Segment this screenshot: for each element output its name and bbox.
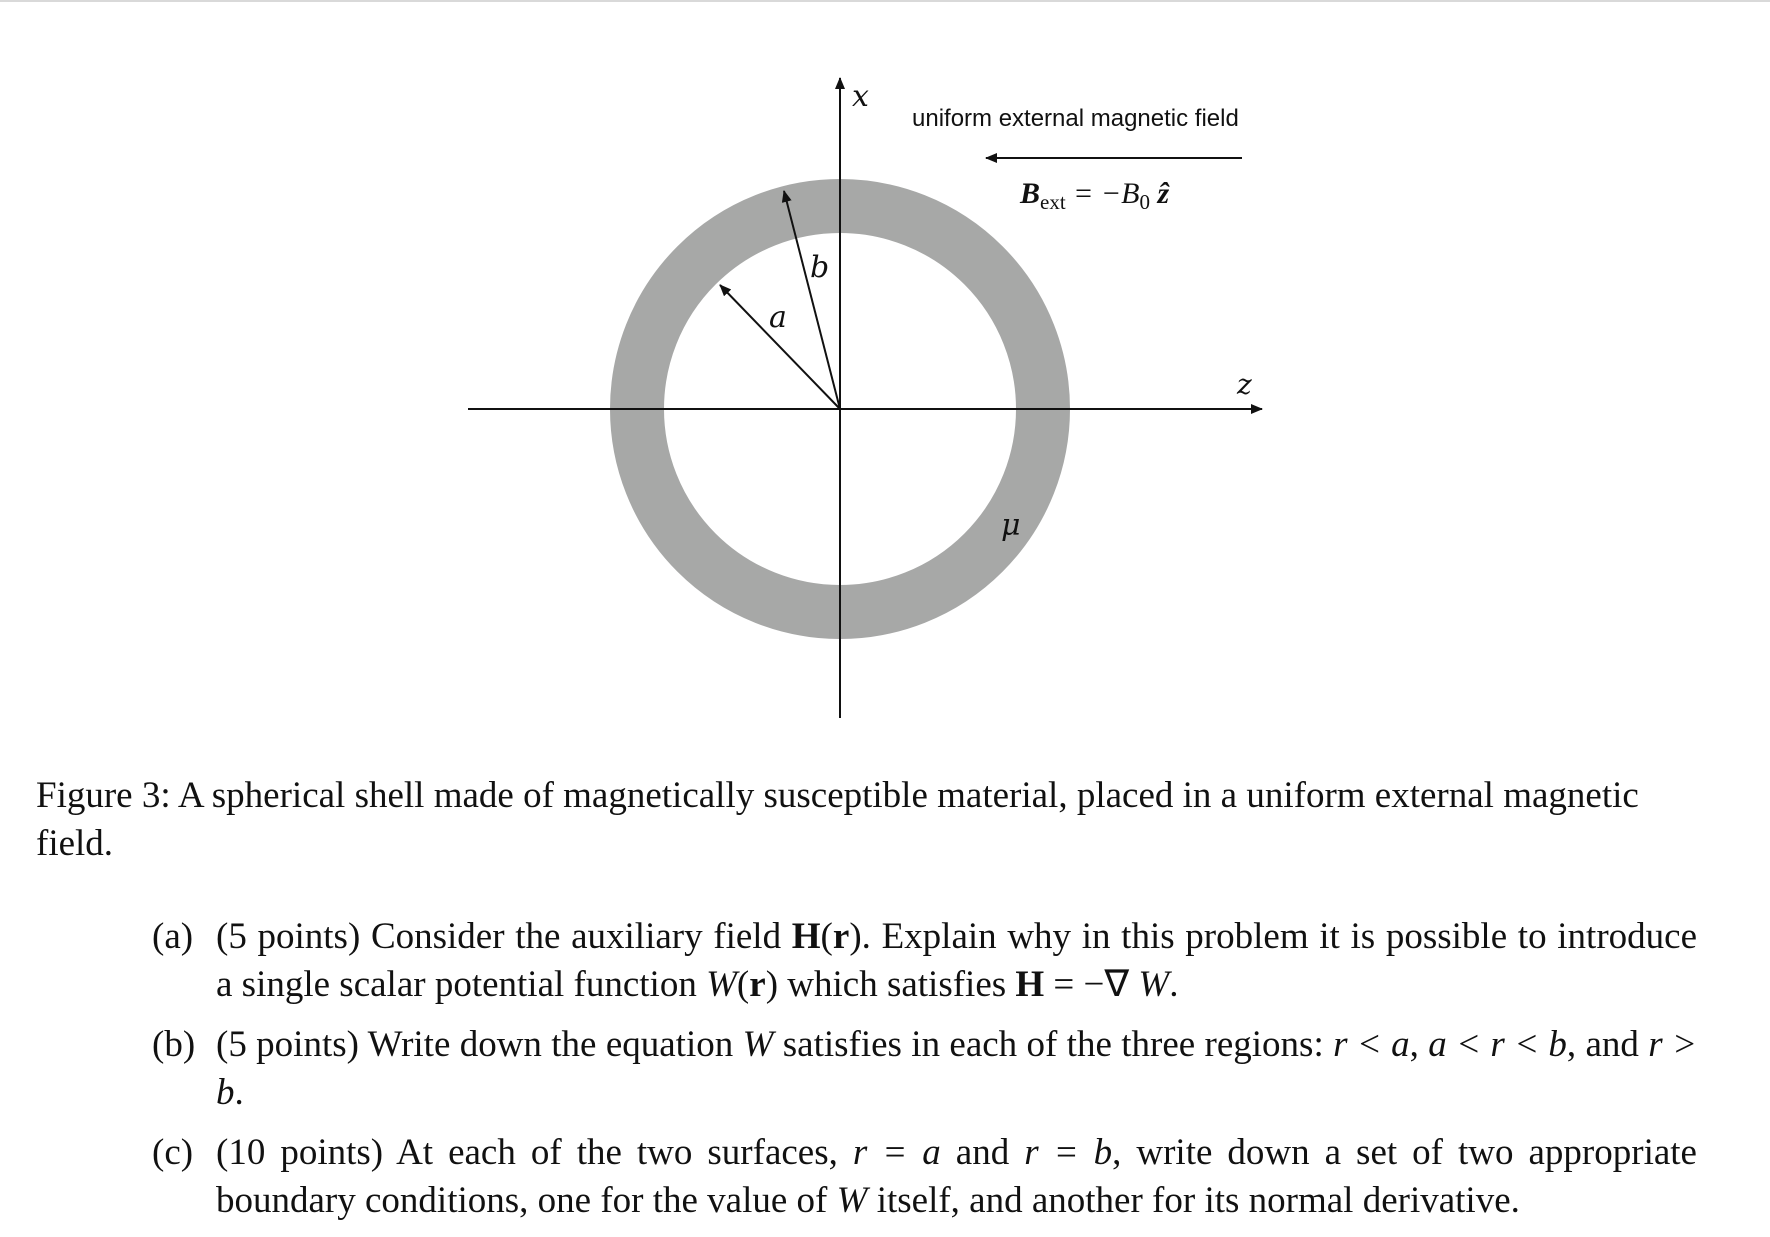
surface-inner: r = a [852, 1132, 941, 1173]
question-a [152, 913, 1697, 1009]
h-field-symbol: H [1015, 964, 1045, 1005]
period: . [1169, 964, 1179, 1005]
radius-a-label: a [769, 300, 787, 335]
b-symbol: B [1020, 177, 1041, 210]
question-list [152, 913, 1697, 1237]
question-b-points: (5 points) [216, 1024, 359, 1065]
field-label: uniform external magnetic field [912, 105, 1239, 132]
question-b-text: Write down the equation [358, 1024, 743, 1065]
surface-outer: r = b [1024, 1132, 1113, 1173]
figure-caption: Figure 3: A spherical shell made of magnetically susceptible material, placed in a uniform external magnetic field. [36, 775, 1639, 864]
z-hat: ẑ [1157, 177, 1170, 210]
question-a-text: Consider the auxiliary field [360, 916, 792, 957]
question-c-text: itself, and another for its normal derivative. [867, 1180, 1520, 1221]
question-c-text: At each of the two surfaces, [383, 1132, 853, 1173]
gradient-expression: = −∇ [1044, 964, 1139, 1005]
field-equation [1019, 177, 1171, 214]
question-b [152, 1021, 1697, 1117]
h-field-symbol: H [791, 916, 821, 957]
paren: ( [820, 916, 833, 957]
question-b-text: satisfies in each of the three regions: [773, 1024, 1334, 1065]
question-c [152, 1129, 1697, 1225]
question-c-text: , write down a set of two appropriate boundary conditions, one for the value of [216, 1132, 1697, 1221]
r-vector: r [832, 916, 850, 957]
separator: , [1409, 1024, 1429, 1065]
permeability-label: μ [1001, 508, 1021, 543]
b0-subscript: 0 [1139, 190, 1150, 214]
question-a-text: Explain why in this problem it is possible to introduce a single scalar potential function [216, 916, 1697, 1005]
question-a-text: which satisfies [778, 964, 1016, 1005]
question-c-text: and [940, 1132, 1025, 1173]
question-c-points: (10 points) [216, 1132, 384, 1173]
paren: ). [849, 916, 871, 957]
radius-b-label: b [810, 250, 830, 285]
paren: ) [765, 964, 779, 1005]
w-symbol: W [836, 1180, 868, 1221]
w-symbol: W [1138, 964, 1170, 1005]
paren: ( [736, 964, 750, 1005]
separator: , and [1566, 1024, 1649, 1065]
x-axis-label: x [852, 79, 869, 114]
w-symbol: W [706, 964, 737, 1005]
question-a-label: (a) [152, 916, 194, 957]
region-shell: a < r < b [1428, 1024, 1567, 1065]
period: . [234, 1072, 244, 1113]
question-b-label: (b) [152, 1024, 196, 1065]
region-inner: r < a [1333, 1024, 1410, 1065]
question-c-label: (c) [152, 1132, 194, 1173]
region-outer: r > b [216, 1024, 1697, 1113]
question-a-points: (5 points) [216, 916, 361, 957]
b-subscript: ext [1040, 190, 1066, 214]
r-vector: r [749, 964, 766, 1005]
z-axis-label: z [1237, 368, 1252, 401]
w-symbol: W [742, 1024, 774, 1065]
equation-rhs: = −B [1065, 177, 1140, 210]
